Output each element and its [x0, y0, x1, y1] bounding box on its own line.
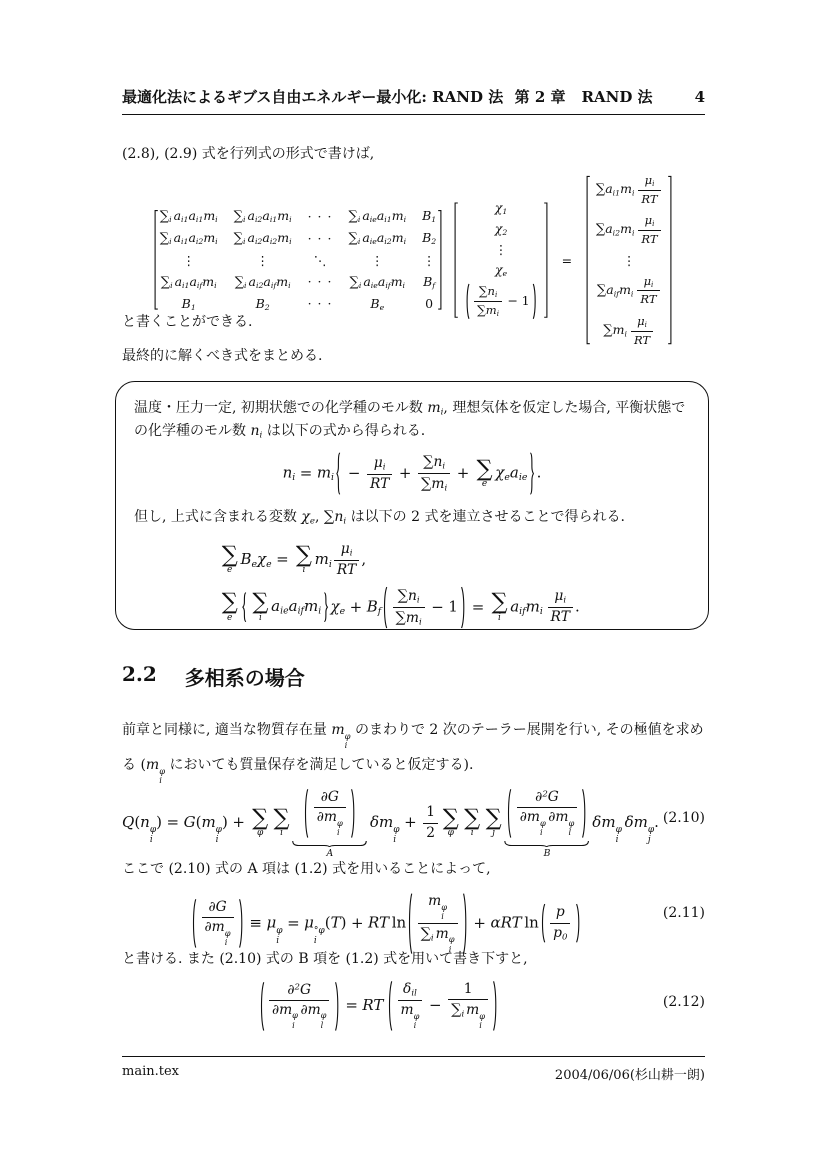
- paragraph-intro: (2.8), (2.9) 式を行列式の形式で書けば,: [122, 146, 375, 162]
- result-box: [115, 381, 709, 630]
- box-statement: 温度・圧力一定, 初期状態での化学種のモル数 mi, 理想気体を仮定した場合, 平衡状態での化学種のモル数 ni は以下の式から得られる.: [134, 400, 686, 441]
- unknown-vector: χ1 χ2 ⋮ χe $\frac{\sum ni}{\sum mi}$ − 1: [452, 200, 550, 320]
- left-bracket-icon: [453, 200, 459, 320]
- header-page-number: 4: [694, 88, 705, 106]
- right-bracket-icon: [543, 200, 549, 320]
- equation-2-12: ∂$^2$G ∂m φ i ∂m φ l = RT δil m φ i − 1 ∑i m φ i (2.12): [122, 972, 705, 1032]
- paragraph-summary-intro: 最終的に解くべき式をまとめる.: [122, 348, 323, 364]
- equals-sign: =: [561, 252, 573, 268]
- equation-number-2-11: (2.11): [662, 905, 705, 921]
- footer-date: 2004/06/06(杉山耕一朗): [554, 1068, 705, 1083]
- section-title: 多相系の場合: [184, 666, 305, 690]
- header-chapter-name: RAND 法: [581, 88, 653, 106]
- paragraph-taylor: 前章と同様に, 適当な物質存在量 m φ i のまわりで 2 次のテーラー展開を行い, その極値を求める (m φ i においても質量保存を満足していると仮定する).: [122, 722, 704, 786]
- equation-number-2-10: (2.10): [662, 810, 705, 826]
- equation-be-chi: ∑ e Beχe = ∑ i mi $\frac{\mu i}{RT}$ ,: [134, 540, 690, 580]
- page-footer: [122, 1056, 705, 1083]
- box-condition: 但し, 上式に含まれる変数 χe, ∑ni は以下の 2 式を連立させることで得られる.: [134, 508, 625, 527]
- matrix-left-bracket: [152, 208, 444, 312]
- equation-2-11: ∂G ∂m φ i ≡ μ φ i = μ °φ i (T) + RT ln m φ i ∑i m φ i + αRT ln $\frac{p}{p0}$ (2.11): [122, 884, 705, 942]
- page-header: [122, 86, 705, 115]
- right-bracket-icon: [437, 208, 443, 312]
- equation-number-2-12: (2.12): [662, 994, 705, 1010]
- coefficient-matrix: ∑i ai1ai1mi ∑i ai2ai1mi · · · ∑i aieai1mi B1 ∑i ai1ai2mi ∑i ai2ai2mi · · · ∑i aieai2mi B2 ⋮ ⋮ ⋱ ⋮ ⋮ ∑i ai1aifmi ∑i ai2aifmi · · · ∑i aieaifmi Bf B1 B2 · · · Be 0: [159, 208, 437, 312]
- rhs-vector: ∑ai1mi $\frac{\mu i}{RT}$ ∑ai2mi $\frac{\mu i}{RT}$ ⋮ ∑aifmi $\frac{\mu i}{RT}$ ∑mi $\frac{\mu i}{RT}$: [584, 172, 674, 348]
- paragraph-a-term: ここで (2.10) 式の A 項は (1.2) 式を用いることによって,: [122, 861, 491, 877]
- equation-chi-bf: ∑ e ∑ i aieaifmi χe + Bf $\frac{\sum ni}{\sum mi}$ − 1 = ∑ i aifmi $\frac{\mu i}{RT}$ .: [221, 587, 580, 628]
- header-chapter: 第 2 章: [514, 88, 566, 106]
- paragraph-after-matrix: と書くことができる.: [122, 314, 253, 330]
- section-heading: [122, 662, 305, 691]
- footer-filename: main.tex: [122, 1064, 179, 1079]
- section-number: 2.2: [122, 662, 157, 686]
- paragraph-b-term: と書ける. また (2.10) 式の B 項を (1.2) 式を用いて書き下すと,: [122, 951, 528, 967]
- equation-ni: ni = mi − $\frac{\mu i}{RT}$ + $\frac{\sum ni}{\sum mi}$ + ∑ e χeaie .: [282, 454, 542, 494]
- left-bracket-icon: [153, 208, 159, 312]
- header-title: 最適化法によるギブス自由エネルギー最小化: RAND 法: [122, 88, 504, 106]
- equation-2-10: Q(n φ i ) = G(m φ i ) + ∑ φ ∑ i ∂G ∂m φ i A δm φ i + $\frac{1}{2}$ ∑ φ ∑ i ∑ j ∂$^2$G ∂m φ i ∂m φ l B δm φ i δm φ j . (2.10): [122, 789, 705, 859]
